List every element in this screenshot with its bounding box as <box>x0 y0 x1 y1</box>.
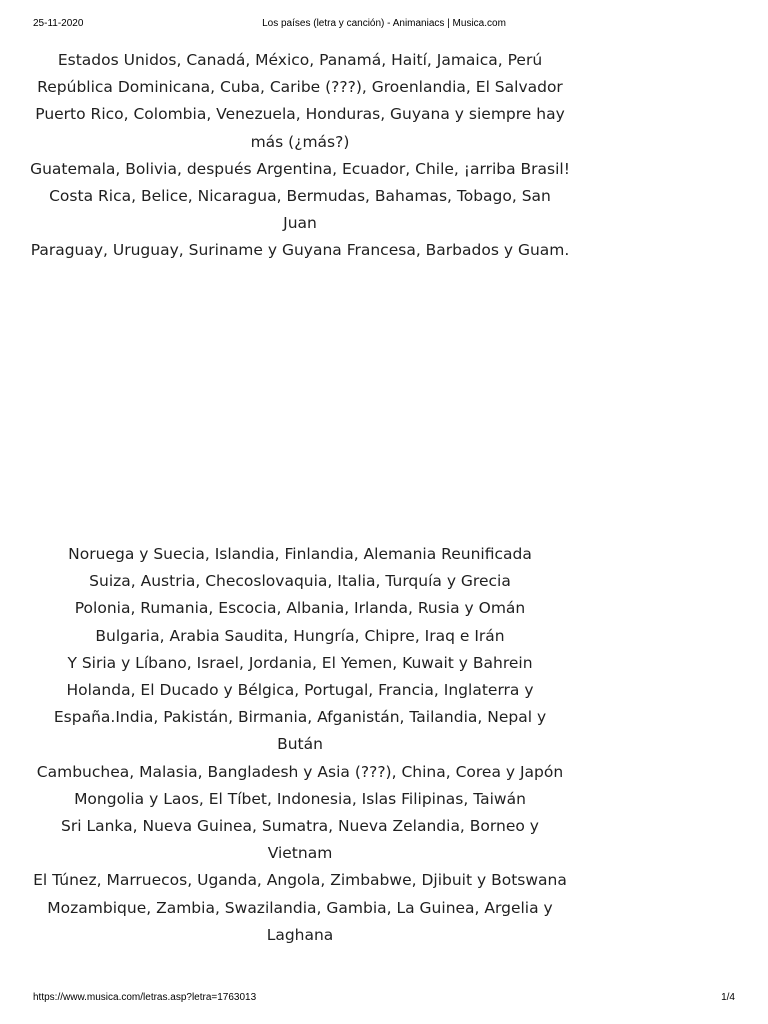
lyrics-block-europe-asia-africa <box>30 541 570 949</box>
lyrics-line: Y Siria y Líbano, Israel, Jordania, El Yemen, Kuwait y Bahrein <box>67 653 533 672</box>
lyrics-line: Vietnam <box>267 844 333 863</box>
lyrics-line: Paraguay, Uruguay, Suriname y Guyana Francesa, Barbados y Guam. <box>30 241 570 260</box>
print-date: 25-11-2020 <box>33 18 84 29</box>
lyrics-block-americas <box>30 47 570 265</box>
lyrics-line: El Túnez, Marruecos, Uganda, Angola, Zimbabwe, Djibuit y Botswana <box>33 871 567 890</box>
lyrics-line: Laghana <box>266 925 334 944</box>
page-title: Los países (letra y canción) - Animaniacs | Musica.com <box>262 18 506 29</box>
page-number: 1/4 <box>721 992 735 1003</box>
lyrics-line: más (¿más?) <box>250 132 350 151</box>
lyrics-line: Polonia, Rumania, Escocia, Albania, Irlanda, Rusia y Omán <box>74 599 526 618</box>
lyrics-line: Mongolia y Laos, El Tíbet, Indonesia, Islas Filipinas, Taiwán <box>74 789 526 808</box>
lyrics-line: Sri Lanka, Nueva Guinea, Sumatra, Nueva Zelandia, Borneo y <box>61 817 539 836</box>
lyrics-line: Suiza, Austria, Checoslovaquia, Italia, Turquía y Grecia <box>89 572 511 591</box>
lyrics-line: Guatemala, Bolivia, después Argentina, Ecuador, Chile, ¡arriba Brasil! <box>30 159 570 178</box>
lyrics-line: Costa Rica, Belice, Nicaragua, Bermudas, Bahamas, Tobago, San Juan <box>49 187 551 233</box>
lyrics-line: Puerto Rico, Colombia, Venezuela, Honduras, Guyana y siempre hay <box>35 105 565 124</box>
lyrics-line: Cambuchea, Malasia, Bangladesh y Asia (???), China, Corea y Japón <box>36 762 564 781</box>
lyrics-line: Estados Unidos, Canadá, México, Panamá, Haití, Jamaica, Perú <box>57 51 543 69</box>
lyrics-line: Mozambique, Zambia, Swazilandia, Gambia, La Guinea, Argelia y <box>47 898 553 917</box>
page-url: https://www.musica.com/letras.asp?letra=1763013 <box>33 992 257 1003</box>
lyrics-line: España.India, Pakistán, Birmania, Afganistán, Tailandia, Nepal y Bután <box>53 708 547 754</box>
lyrics-line: Bulgaria, Arabia Saudita, Hungría, Chipre, Iraq e Irán <box>95 626 505 645</box>
lyrics-line: Holanda, El Ducado y Bélgica, Portugal, Francia, Inglaterra y <box>66 681 534 700</box>
lyrics-line: Noruega y Suecia, Islandia, Finlandia, Alemania Reunificada <box>68 545 532 563</box>
lyrics-line: República Dominicana, Cuba, Caribe (???), Groenlandia, El Salvador <box>37 78 563 97</box>
